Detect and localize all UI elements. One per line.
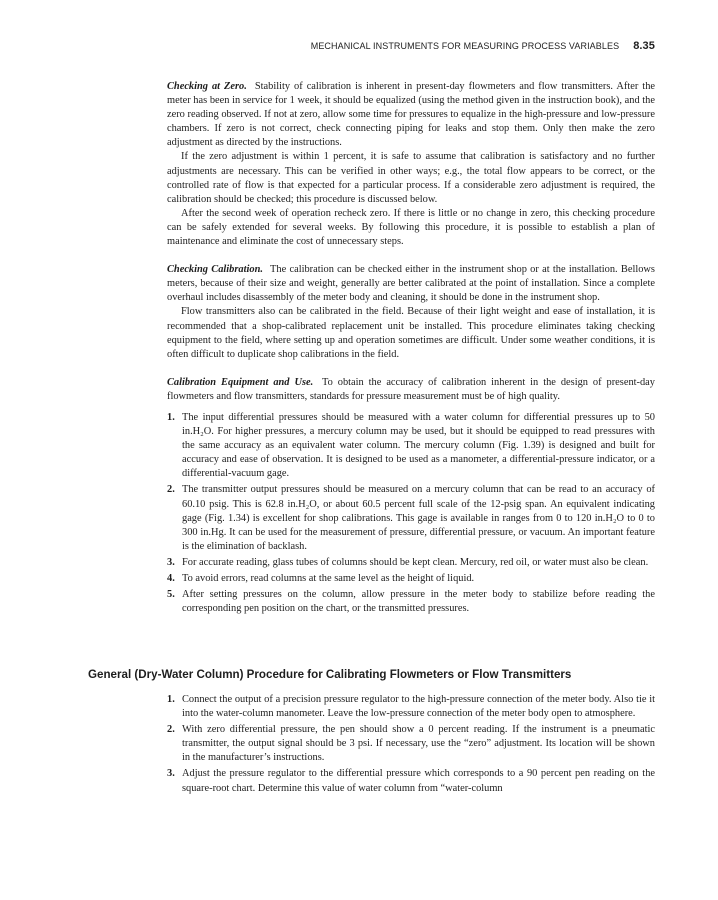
list-item-text: With zero differential pressure, the pen should show a 0 percent reading. If the instrument is a pneumatic transmitter, the output signal should be 3 psi. If necessary, use the “zero” adjustment. Its location will be shown in the manufacturer’s instructions. [182,724,655,764]
checking-calibration-paragraph-2: Flow transmitters also can be calibrated in the field. Because of their light weight and ease of installation, it is recommended that a shop-calibrated replacement unit be installed. This procedure eliminates taking checking equipment to the field, where setting up and operation sometimes are difficult. Under some weather conditions, it is often difficult to duplicate shop calibrations in the field. [167,306,655,360]
list-item-text: The input differential pressures should be measured with a water column for differential pressures up to 50 in.H₂O. For higher pressures, a mercury column may be used, but it should be equipped to read pressures with the same accuracy as an equivalent water column. The mercury column (Fig. 1.39) is designed and built for accuracy and ease of observation. It is designed to be used as a manometer, a differential-pressure indicator, or a differential-vacuum gage. [182,411,655,480]
list-item [167,556,655,570]
list-item-text: To avoid errors, read columns at the same level as the height of liquid. [182,573,475,584]
calibration-equipment-paragraph [167,376,655,404]
list-item-text: For accurate reading, glass tubes of columns should be kept clean. Mercury, red oil, or water must also be clean. [182,556,649,568]
list-item-number: 1. [167,694,175,705]
running-head-title: MECHANICAL INSTRUMENTS FOR MEASURING PROCESS VARIABLES [310,41,620,51]
checking-zero-paragraph-3: After the second week of operation recheck zero. If there is little or no change in zero, this checking procedure can be safely extended for several weeks. By following this procedure, it is possible to establish a plan of maintenance and eliminate the cost of unnecessary steps. [167,207,655,248]
list-item-number: 3. [167,556,175,568]
section-heading-general-procedure: General (Dry-Water Column) Procedure for Calibrating Flowmeters or Flow Transmitters [88,668,572,681]
list-item-text: After setting pressures on the column, allow pressure in the meter body to stabilize before reading the corresponding pen position on the chart, or the transmitted pressures. [182,589,655,615]
checking-calibration-heading: Checking Calibration. [167,264,263,276]
list-item-number: 4. [167,573,175,584]
general-procedure-text [167,693,655,798]
list-item [167,767,655,795]
list-item [167,483,655,553]
list-item [167,411,655,481]
calibration-equipment-list [167,411,655,616]
calibration-equipment-heading: Calibration Equipment and Use. [167,376,314,388]
list-item-number: 2. [167,724,175,736]
list-item-text: Connect the output of a precision pressure regulator to the high-pressure connection of the meter body. Also tie it into the water-column manometer. Leave the low-pressure connection of the meter body open to atmosphere. [182,694,655,720]
list-item-number: 1. [167,411,175,423]
list-item-text: The transmitter output pressures should be measured on a mercury column that can be read to an accuracy of 60.10 psig. This is 62.8 in.H₂O, or about 60.5 percent full scale of the 12-psig span. An equivalent indicating gage (Fig. 1.34) is excellent for shop calibrations. This gage is available in ranges from 0 to 120 in.H₂O to 0 to 300 in.Hg. It can be used for the measurement of pressure, differential pressure, or vacuum. An important feature is the elimination of backlash. [182,484,655,552]
checking-calibration-paragraph-1 [167,263,655,305]
list-item-number: 5. [167,589,175,601]
list-item-number: 2. [167,484,175,496]
spacer [167,249,655,263]
page-number: 8.35 [633,40,655,52]
list-item [167,723,655,765]
running-head [167,40,655,52]
main-text [167,80,655,618]
list-item [167,588,655,616]
list-item-number: 3. [167,768,175,780]
checking-zero-heading: Checking at Zero. [167,81,247,92]
calibration-equipment-text: To obtain the accuracy of calibration inherent in the design of present-day flowmeters and flow transmitters, standards for pressure measurement must be of high quality. [167,376,655,402]
spacer [167,362,655,376]
checking-zero-paragraph-2: If the zero adjustment is within 1 percent, it is safe to assume that calibration is satisfactory and no further adjustments are necessary. This can be verified in other ways; e.g., the total flow appears to be correct, or the controlled rate of flow is that expected for a particular process. If a considerable zero adjustment is required, the calibration should be checked; this procedure is discussed below. [167,151,655,205]
checking-zero-paragraph-1 [167,80,655,150]
general-procedure-list [167,693,655,796]
checking-zero-text-1: Stability of calibration is inherent in present-day flowmeters and flow transmitters. After the meter has been in service for 1 week, it should be equalized (using the method given in the instruction book), and the zero reading observed. If not at zero, allow some time for pressures to equalize in the high-pressure and low-pressure chambers. If zero is not correct, check connecting piping for leaks and stop them. Only then make the zero adjustment as directed by the instructions. [167,81,656,149]
list-item-text: Adjust the pressure regulator to the differential pressure which corresponds to a 90 percent pen reading on the square-root chart. Determine this value of water column from “water-column [182,768,655,794]
checking-calibration-text-1: The calibration can be checked either in the instrument shop or at the installation. Bellows meters, because of their size and weight, generally are better calibrated at the point of installation. Since a complete overhaul includes disassembly of the meter body and cleaning, it should be done in the instrument shop. [167,264,655,304]
list-item [167,572,655,586]
list-item [167,693,655,721]
